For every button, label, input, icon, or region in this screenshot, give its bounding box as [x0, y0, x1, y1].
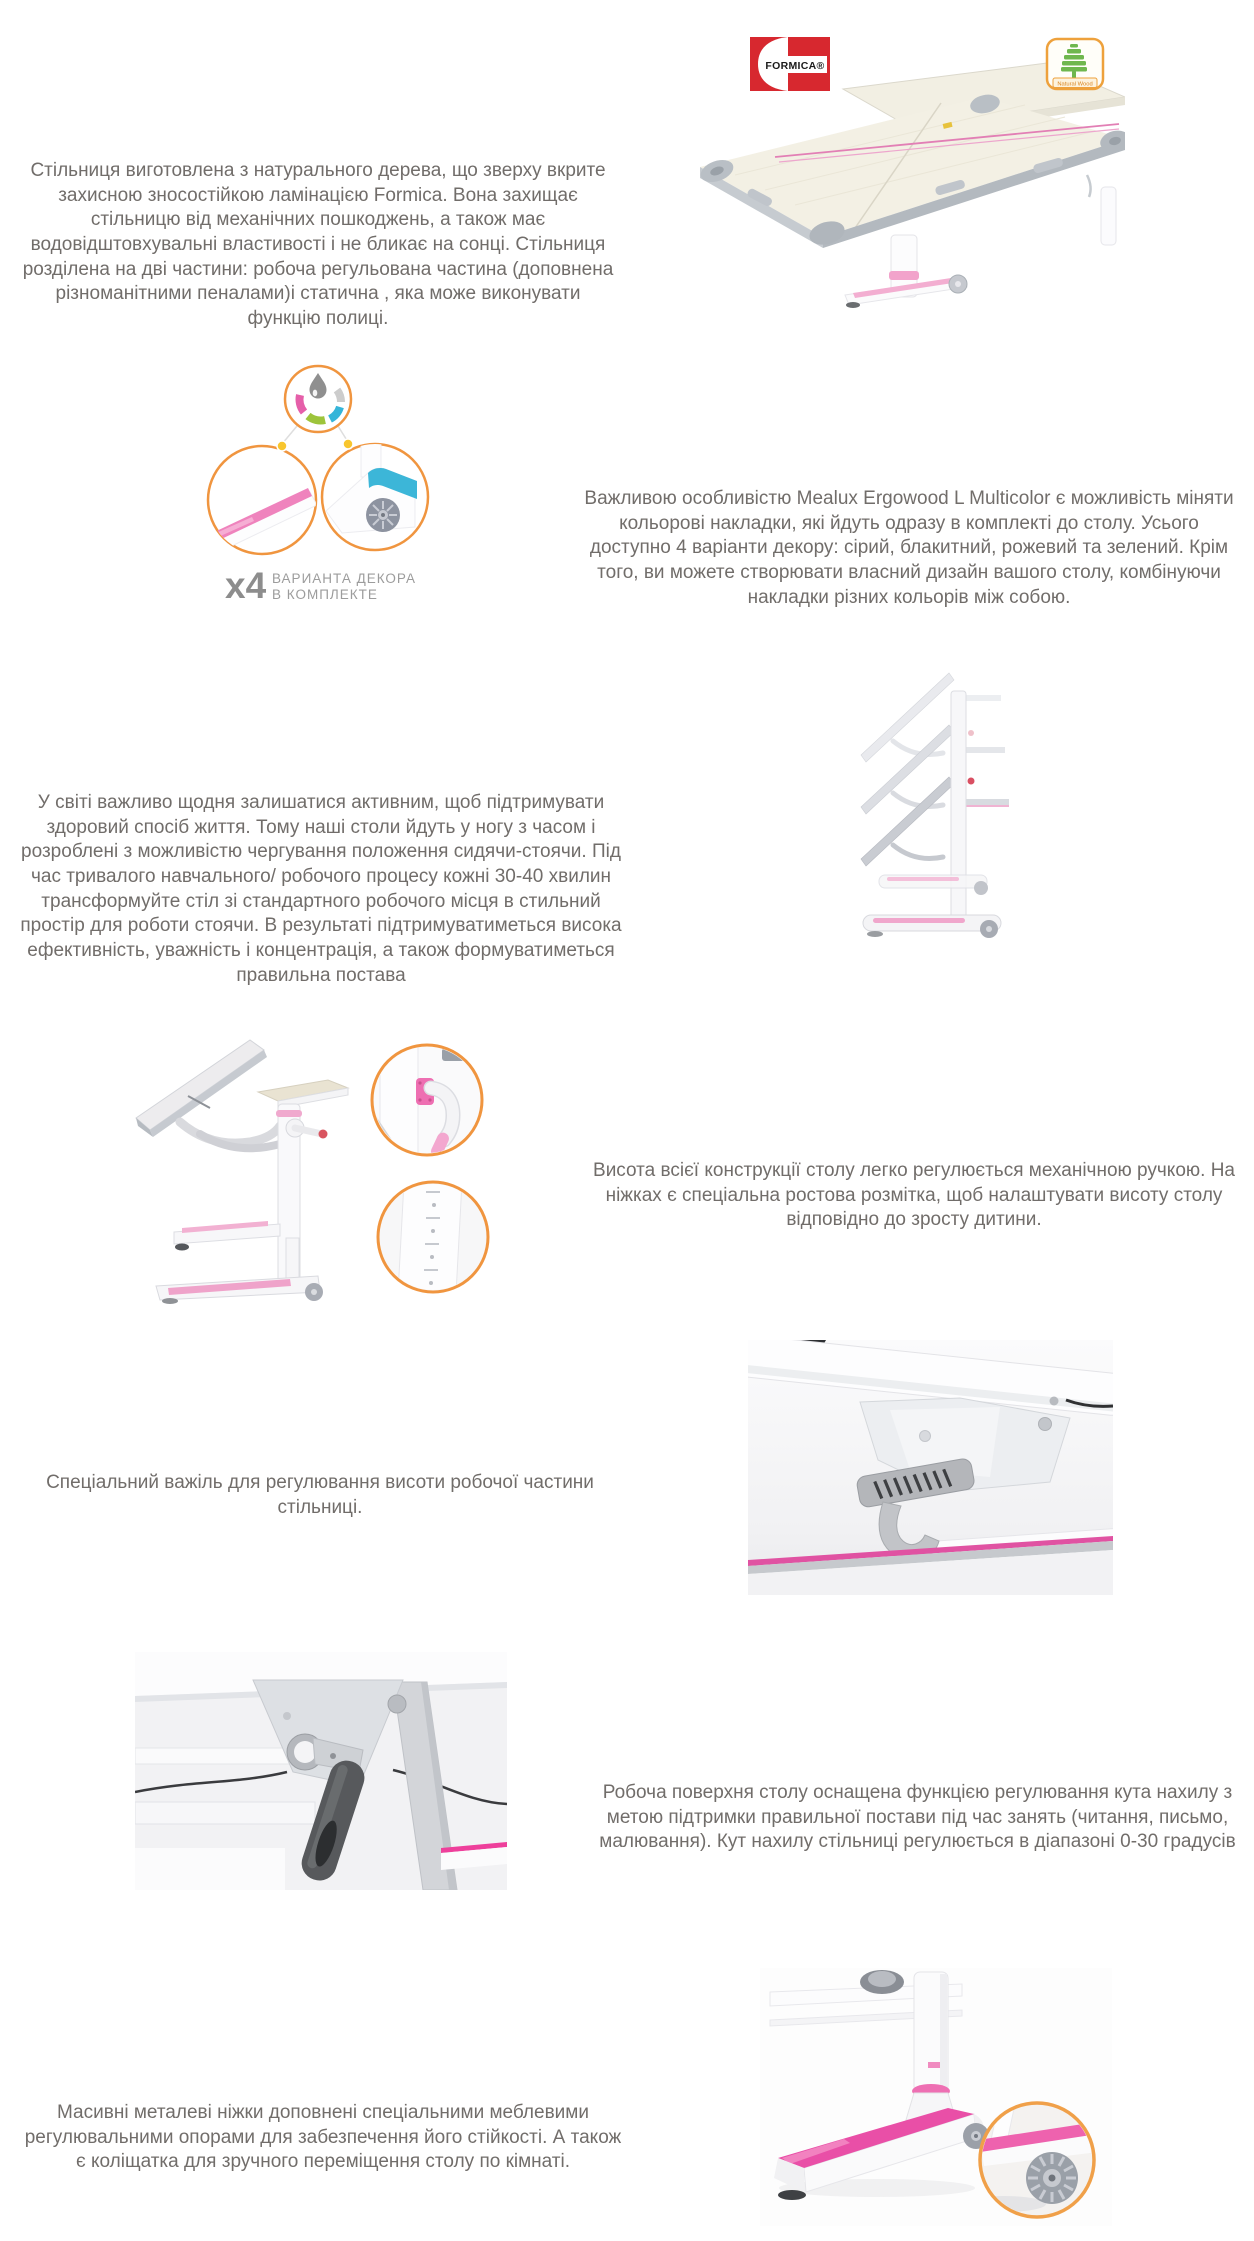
desk-top-illustration	[698, 63, 1125, 308]
upper-foot-ghost	[879, 875, 988, 895]
section-text-tilt: Робоча поверхня столу оснащена функцією регулювання кута нахилу з метою підтримки правильної постави під час занять (читання, письмо, малювання). Кут нахилу стільниці регулюється в діапазоні 0-30 градусів	[599, 1782, 1236, 1853]
ghost-desktops	[861, 673, 1009, 866]
decor-caption-line2: В КОМПЛЕКТЕ	[272, 587, 378, 602]
growth-scale-zoom-circle	[378, 1182, 488, 1294]
natural-wood-badge	[1047, 39, 1103, 89]
base-foot	[863, 915, 1001, 938]
formica-label: FORMICA®	[765, 60, 825, 72]
natural-wood-label: Natural Wood	[1057, 81, 1093, 88]
figure-legs-wheels-photo	[752, 1962, 1120, 2232]
crank-zoom-circle	[364, 1045, 482, 1160]
figure-tilt-mechanism-photo	[135, 1652, 507, 1890]
leg-column	[906, 1972, 956, 2120]
section-text-lever: Спеціальний важіль для регулювання висоти робочої частини стільниці.	[46, 1472, 594, 1518]
section-text-legs: Масивні металеві ніжки доповнені спеціальними меблевими регулювальними опорами для забезпечення його стійкості. А також є коліщатка для зручного переміщення столу по кімнаті.	[24, 2102, 622, 2173]
figure-desk-side-zoom	[90, 1000, 510, 1320]
figure-height-positions	[775, 645, 1085, 945]
crank-knob	[319, 1130, 328, 1139]
desk-side-view	[136, 1040, 348, 1304]
figure-height-lever-photo	[748, 1340, 1113, 1595]
formica-logo	[750, 37, 830, 91]
section-text-standing: У світі важливо щодня залишатися активним, щоб підтримувати здоровий спосіб життя. Тому наші столи йдуть у ногу з часом і розроблені з можливістю чергування положення сидячи-стоячи. Під час тривалого навчального/ робочого процесу кожні 30-40 хвилин трансформуйте стіл зі стандартного робочого місця в стильний простір для роботи стоячи. В результаті підтримуватиметься висока ефективність, уважність і концентрація, а також формуватиметься правильна постава	[20, 792, 622, 986]
x4-label: x4	[225, 565, 267, 606]
section-text-height: Висота всієї конструкції столу легко регулюється механічною ручкою. На ніжках є спеціальна ростова розмітка, щоб налаштувати висоту столу відповідно до зросту дитини.	[593, 1160, 1235, 1231]
figure-desktop-laminate	[695, 25, 1125, 315]
figure-decor-variants	[130, 345, 490, 620]
section-text-decor: Важливою особливістю Mealux Ergowood L Multicolor є можливість міняти кольорові накладки, які йдуть одразу в комплекті до столу. Усього доступно 4 варіанти декору: сірий, блакитний, рожевий та зелений. Крім того, ви можете створювати власний дизайн вашого столу, комбінуючи накладки різних кольорів між собою.	[584, 488, 1234, 608]
section-text-laminate: Стільниця виготовлена з натурального дерева, що зверху вкрите захисною зносостійкою ламінацією Formica. Вона захищає стільницю від механічних пошкоджень, а також має водовідштовхувальні властивості і не бликає на сонці. Стільниця розділена на дві частини: робоча регульована частина (доповнена різноманітними пеналами)і статична , яка може виконувати функцію полиці.	[22, 160, 614, 330]
decor-caption-line1: ВАРИАНТА ДЕКОРА	[272, 571, 417, 586]
